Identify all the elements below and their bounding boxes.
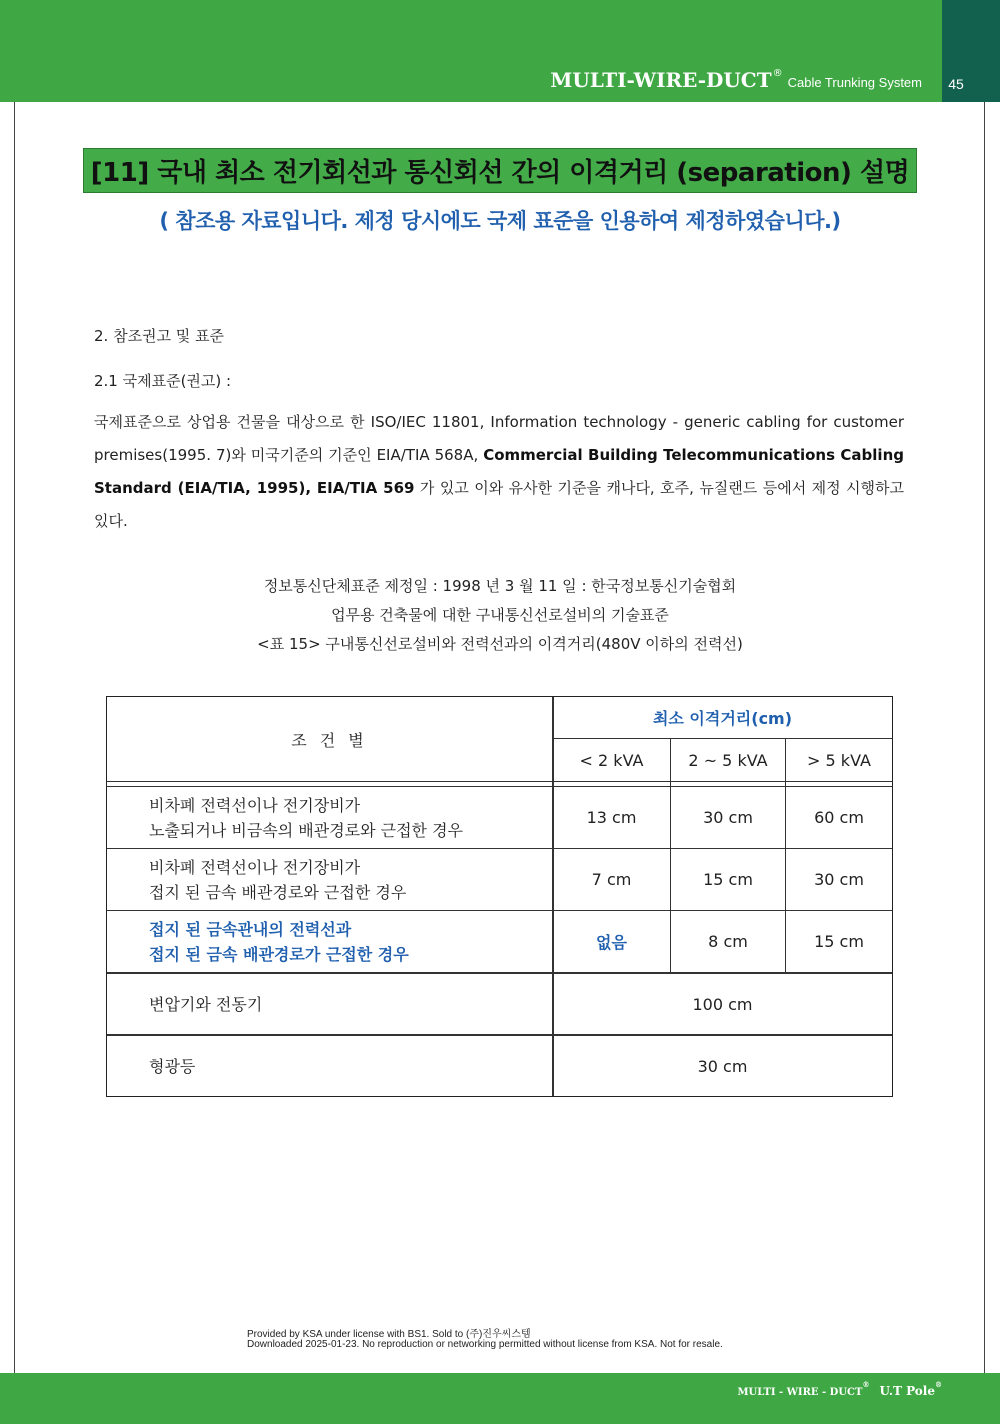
section-heading: 2. 참조권고 및 표준 xyxy=(94,327,225,345)
footer-brand-reg: ® xyxy=(862,1380,870,1389)
license-note-line-2: Downloaded 2025-01-23. No reproduction or networking permitted without license from KSA. Not for resale. xyxy=(247,1339,723,1350)
row-2-value-3: 30 cm xyxy=(814,870,864,889)
row-3-label: 접지 된 금속관내의 전력선과 접지 된 금속 배관경로가 근접한 경우 xyxy=(149,919,409,964)
column-header-2: 2 ~ 5 kVA xyxy=(688,750,768,770)
row-3-value-2: 8 cm xyxy=(708,932,748,951)
footer-brand-name: MULTI - WIRE - DUCT xyxy=(737,1387,863,1398)
brand-subtitle: Cable Trunking System xyxy=(787,75,922,90)
brand-name: MULTI-WIRE-DUCT xyxy=(550,68,772,92)
page-number: 45 xyxy=(948,76,964,92)
row-1-value-2: 30 cm xyxy=(703,808,753,827)
table-header-line-1 xyxy=(107,781,892,782)
row-2-value-1: 7 cm xyxy=(591,870,632,889)
distance-header: 최소 이격거리(cm) xyxy=(652,709,793,728)
row-5-label: 형광등 xyxy=(149,1056,196,1076)
footer-brand xyxy=(737,1380,942,1399)
paragraph-part-1: 국제표준으로 상업용 건물을 대상으로 한 ISO/IEC 11801, Information technology - generic cabling for customer premises(1995. 7)와 미국기준의 기준인 EIA/TIA 568A, xyxy=(94,413,904,464)
condition-header: 조 건 별 xyxy=(291,730,368,750)
header-brand xyxy=(550,68,922,92)
standard-info-line-1: 정보통신단체표준 제정일 : 1998 년 3 월 11 일 : 한국정보통신기술협회 xyxy=(263,577,737,595)
title-box xyxy=(83,148,917,193)
brand-registered-mark: ® xyxy=(772,68,783,79)
column-header-1: < 2 kVA xyxy=(579,750,644,770)
section-subheading: 2.1 국제표준(권고) : xyxy=(94,372,232,390)
table-caption: <표 15> 구내통신선로설비와 전력선과의 이격거리(480V 이하의 전력선) xyxy=(257,635,743,653)
column-header-3: > 5 kVA xyxy=(807,750,871,770)
row-3-value-3: 15 cm xyxy=(814,932,864,951)
row-4-value: 100 cm xyxy=(692,994,753,1014)
row-2-label: 비차폐 전력선이나 전기장비가 접지 된 금속 배관경로와 근접한 경우 xyxy=(149,857,407,902)
paragraph-bold: Commercial Building Telecommunications Cabling Standard (EIA/TIA, 1995), EIA/TIA 569 xyxy=(94,446,904,497)
page-title: [11] 국내 최소 전기회선과 통신회선 간의 이격거리 (separation) 설명 xyxy=(90,158,910,188)
row-1-value-3: 60 cm xyxy=(814,808,864,827)
footer-brand-2-reg: ® xyxy=(935,1380,942,1389)
section-paragraph xyxy=(94,406,904,538)
separation-table xyxy=(106,696,893,1097)
standard-info-line-2: 업무용 건축물에 대한 구내통신선로설비의 기술표준 xyxy=(331,606,669,624)
row-4-label: 변압기와 전동기 xyxy=(149,994,263,1014)
row-1-value-1: 13 cm xyxy=(586,808,637,827)
row-2-value-2: 15 cm xyxy=(703,870,753,889)
footer-brand-2: U.T Pole xyxy=(879,1384,935,1398)
row-5-value: 30 cm xyxy=(697,1056,748,1076)
page-subtitle: ( 참조용 자료입니다. 제정 당시에도 국제 표준을 인용하여 제정하였습니다.) xyxy=(159,209,841,233)
row-1-label: 비차폐 전력선이나 전기장비가 노출되거나 비금속의 배관경로와 근접한 경우 xyxy=(149,795,464,840)
license-note-line-1: Provided by KSA under license with BS1. Sold to (주)진우씨스템 xyxy=(247,1329,531,1340)
row-3-value-1: 없음 xyxy=(596,933,627,952)
paragraph-part-2: 가 있고 이와 유사한 기준을 캐나다, 호주, 뉴질랜드 등에서 제정 시행하고 있다. xyxy=(94,479,904,530)
